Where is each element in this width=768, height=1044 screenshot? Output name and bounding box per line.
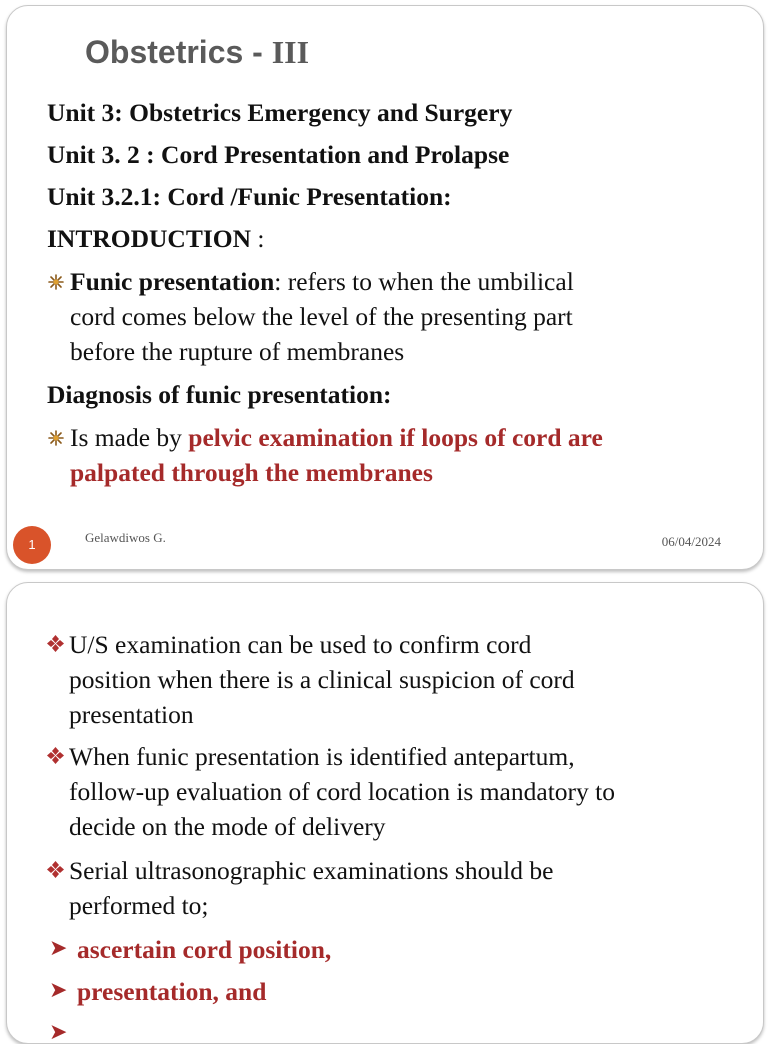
arrowhead-bullet-icon: ➤ [49,977,68,1002]
bullet-serial-us [69,853,553,923]
b2-line-a: When funic presentation is identified antepartum, [69,742,575,771]
bullet-text-c: before the rupture of membranes [70,337,405,366]
bullet-text-b: cord comes below the level of the presenting part [70,302,573,331]
bullet-us-exam [69,627,575,732]
bullet2-red-a: pelvic examination if loops of cord are [188,423,603,452]
title-main: Obstetrics [85,34,244,70]
sub-bullet-1: ascertain cord position, [77,935,332,964]
diamond-cluster-bullet-icon [47,747,64,764]
bullet-term: Funic presentation [70,267,275,296]
arrowhead-bullet-icon: ➤ [49,935,68,960]
intro-heading [47,224,265,254]
diamond-cluster-bullet-icon [47,635,64,652]
b3-line-a: Serial ultrasonographic examinations should be [69,856,554,885]
footer-author: Gelawdiwos G. [85,530,166,545]
sub-bullet-2: presentation, and [77,977,267,1006]
title-number: III [271,34,310,70]
unit-line-1: Unit 3: Obstetrics Emergency and Surgery [47,98,513,127]
title-dash: - [243,34,272,70]
arrowhead-bullet-icon: ➤ [49,1019,68,1044]
unit-line-3: Unit 3.2.1: Cord /Funic Presentation: [47,182,452,211]
slide-title [85,34,309,71]
diamond-cluster-bullet-icon [47,861,64,878]
bullet-funic-presentation [70,264,574,369]
bullet-antepartum [69,739,615,844]
b1-line-b: position when there is a clinical suspicion of cord [69,665,575,694]
diagnosis-heading: Diagnosis of funic presentation: [47,380,392,409]
b1-line-c: presentation [69,700,194,729]
footer-date: 06/04/2024 [661,534,721,549]
starburst-bullet-icon [48,274,64,290]
slide-number-badge: 1 [13,526,51,564]
b2-line-b: follow-up evaluation of cord location is mandatory to [69,777,615,806]
b2-line-c: decide on the mode of delivery [69,812,386,841]
b1-line-a: U/S examination can be used to confirm cord [69,630,532,659]
slide-1 [6,5,764,570]
bullet-diagnosis [70,420,603,490]
bullet2-text: Is made by [70,423,189,452]
bullet-text-a: : refers to when the umbilical [274,267,574,296]
b3-line-b: performed to; [69,891,209,920]
unit-line-2: Unit 3. 2 : Cord Presentation and Prolapse [47,140,510,169]
slide-2 [6,582,764,1044]
starburst-bullet-icon [48,430,64,446]
bullet2-red-b: palpated through the membranes [70,458,433,487]
intro-heading-text: INTRODUCTION [47,224,252,253]
intro-colon: : [251,224,265,253]
